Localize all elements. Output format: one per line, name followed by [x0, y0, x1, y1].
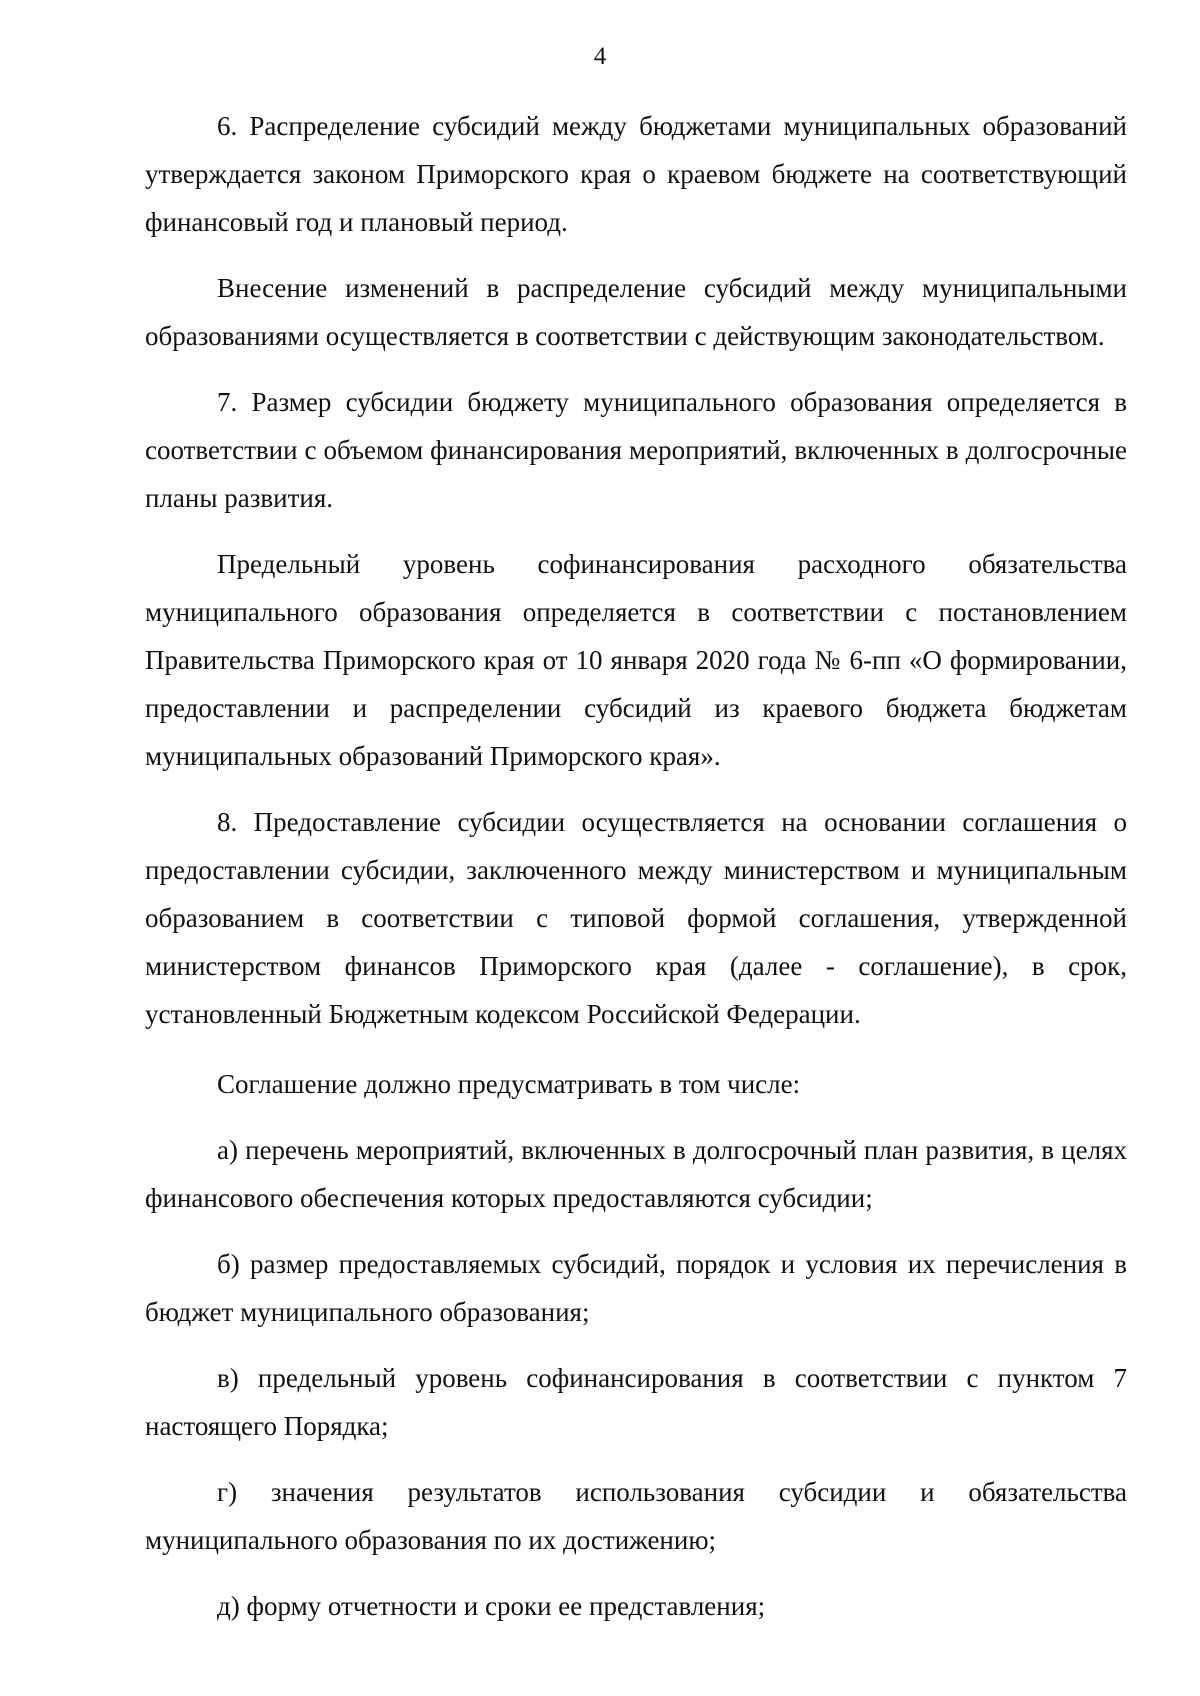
paragraph-cofinancing-level: Предельный уровень софинансирования расходного обязательства муниципального образования определяется в соответствии с постановлением Правительства Приморского края от 10 января 2020 года № 6-пп «О формировании, предоставлении и распределении субсидий из краевого бюджета бюджетам муниципальных образований Приморского края».	[145, 549, 1127, 771]
paragraph-distribution-changes: Внесение изменений в распределение субсидий между муниципальными образованиями осуществляется в соответствии с действующим законодательством.	[145, 273, 1127, 351]
list-item-a: а) перечень мероприятий, включенных в долгосрочный план развития, в целях финансового обеспечения которых предоставляются субсидии;	[145, 1135, 1127, 1213]
paragraph-8-provision: 8. Предоставление субсидии осуществляется на основании соглашения о предоставлении субсидии, заключенного между министерством и муниципальным образованием в соответствии с типовой формой соглашения, утвержденной министерством финансов Приморского края (далее - соглашение), в срок, установленный Бюджетным кодексом Российской Федерации.	[145, 807, 1127, 1029]
list-item-g: г) значения результатов использования субсидии и обязательства муниципального образования по их достижению;	[145, 1477, 1127, 1555]
paragraph-6-distribution: 6. Распределение субсидий между бюджетами муниципальных образований утверждается законом Приморского края о краевом бюджете на соответствующий финансовый год и плановый период.	[145, 111, 1127, 237]
list-item-b: б) размер предоставляемых субсидий, порядок и условия их перечисления в бюджет муниципального образования;	[145, 1249, 1127, 1327]
paragraph-agreement-intro: Соглашение должно предусматривать в том числе:	[217, 1069, 801, 1099]
list-item-d: д) форму отчетности и сроки ее представления;	[217, 1591, 766, 1621]
page-number: 4	[593, 43, 607, 70]
document-body	[145, 102, 1127, 1630]
paragraph-7-subsidy-size: 7. Размер субсидии бюджету муниципального образования определяется в соответствии с объемом финансирования мероприятий, включенных в долгосрочные планы развития.	[145, 387, 1127, 513]
list-item-v: в) предельный уровень софинансирования в соответствии с пунктом 7 настоящего Порядка;	[145, 1363, 1127, 1441]
